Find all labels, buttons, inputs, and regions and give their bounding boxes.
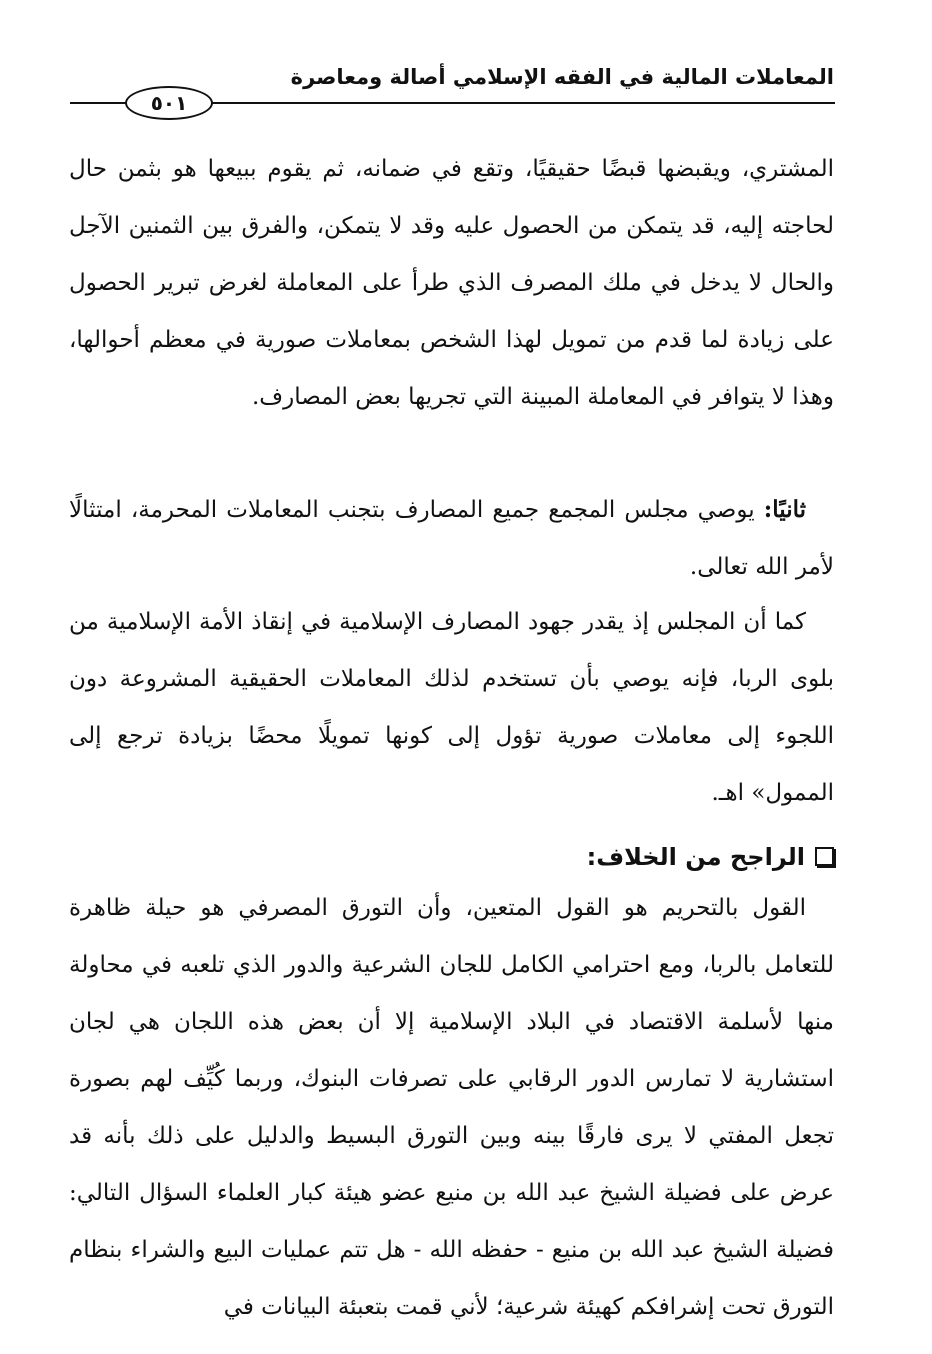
paragraph-recommendation bbox=[69, 481, 834, 596]
paragraph-lead-word: ثانيًا: bbox=[763, 496, 806, 523]
section-heading-text: الراجح من الخلاف: bbox=[586, 843, 805, 871]
paragraph-continuation: المشتري، ويقبضها قبضًا حقيقيًا، وتقع في ضمانه، ثم يقوم ببيعها هو بثمن حال لحاجته إليه، قد يتمكن من الحصول عليه وقد لا يتمكن، والفرق بين الثمنين الآجل والحال لا يدخل في ملك المصرف الذي طرأ على المعاملة لغرض تبرير الحصول على زيادة لما قدم من تمويل لهذا الشخص بمعاملات صورية في معظم أحوالها، وهذا لا يتوافر في المعاملة المبينة التي تجريها بعض المصارف. bbox=[69, 156, 834, 410]
square-bullet-icon bbox=[815, 847, 834, 866]
paragraph-text: يوصي مجلس المجمع جميع المصارف بتجنب المعاملات المحرمة، امتثالًا لأمر الله تعالى. bbox=[69, 497, 834, 580]
paragraph-council: كما أن المجلس إذ يقدر جهود المصارف الإسلامية في إنقاذ الأمة الإسلامية من بلوى الربا، فإنه يوصي بأن تستخدم لذلك المعاملات الحقيقية المشروعة دون اللجوء إلى معاملات صورية تؤول إلى كونها تمويلًا محضًا بزيادة ترجع إلى الممول» اهـ. bbox=[69, 609, 834, 806]
paragraph-preferred-opinion: القول بالتحريم هو القول المتعين، وأن التورق المصرفي هو حيلة ظاهرة للتعامل بالربا، ومع احترامي الكامل للجان الشرعية والدور الذي تلعبه في محاولة منها لأسلمة الاقتصاد في البلاد الإسلامية إلا أن بعض هذه اللجان هي لجان استشارية لا تمارس الدور الرقابي على تصرفات البنوك، وربما كُيِّف لهم بصورة تجعل المفتي لا يرى فارقًا بينه وبين التورق البسيط والدليل على ذلك بأنه قد عرض على فضيلة الشيخ عبد الله بن منيع عضو هيئة كبار العلماء السؤال التالي: فضيلة الشيخ عبد الله بن منيع - حفظه الله - هل تتم عمليات البيع والشراء بنظام التورق تحت إشرافكم كهيئة شرعية؛ لأني قمت بتعبئة البيانات في bbox=[69, 895, 834, 1320]
page-number-badge: ٥٠١ bbox=[125, 86, 213, 120]
running-title: المعاملات المالية في الفقه الإسلامي أصالة ومعاصرة bbox=[290, 65, 834, 89]
section-heading bbox=[69, 834, 834, 880]
